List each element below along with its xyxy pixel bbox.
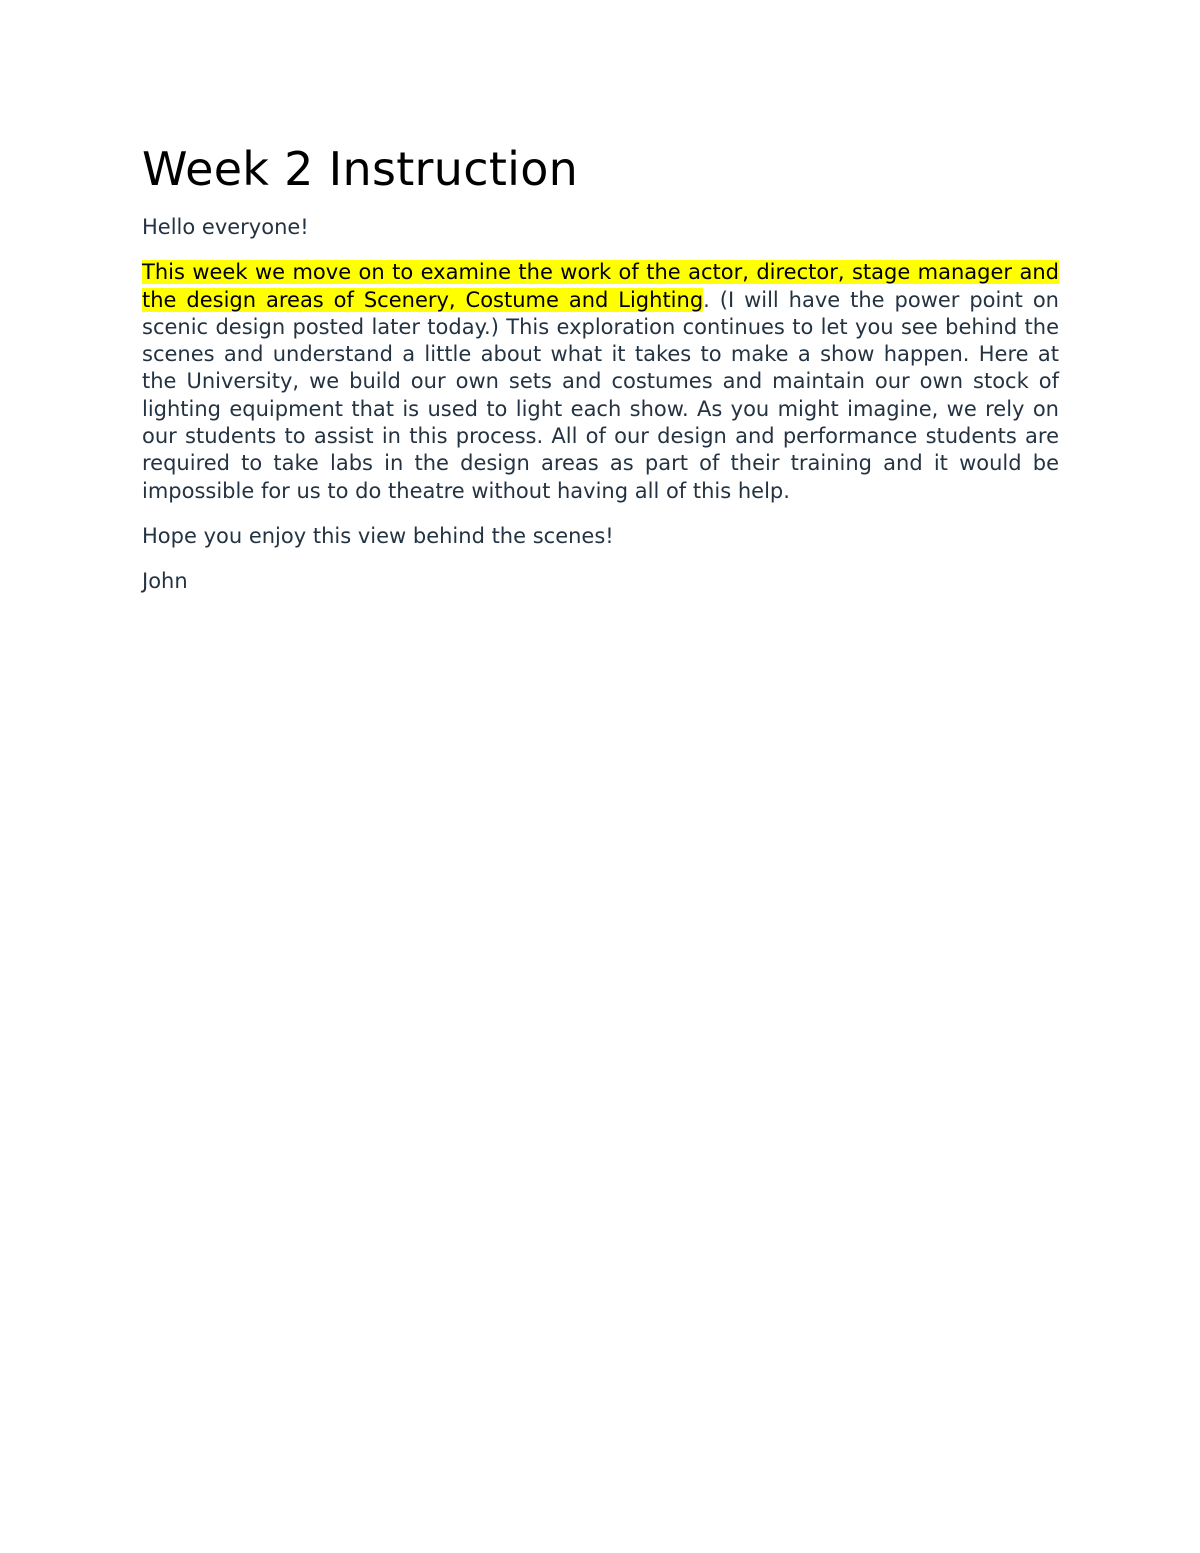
document-title: Week 2 Instruction — [142, 142, 579, 196]
greeting-text: Hello everyone! — [142, 215, 309, 239]
body-paragraph — [142, 259, 1059, 505]
body-text: . (I will have the power point on scenic design posted later today.) This exploration continues to let you see behind the scenes and understand a little about what it takes to make a show happen. Here at the University, we build our own sets and costumes and maintain our own stock of lighting equipment that is used to light each show. As you might imagine, we rely on our students to assist in this process. All of our design and performance students are required to take labs in the design areas as part of their training and it would be impossible for us to do theatre without having all of this help. — [142, 287, 1059, 503]
signature-text: John — [142, 569, 188, 594]
highlighted-text: This week we move on to examine the work of the actor, director, stage manager and the design areas of Scenery, Costume and Lighting — [142, 260, 1059, 312]
closing-text: Hope you enjoy this view behind the scenes! — [142, 523, 614, 548]
document-content — [142, 140, 1059, 596]
